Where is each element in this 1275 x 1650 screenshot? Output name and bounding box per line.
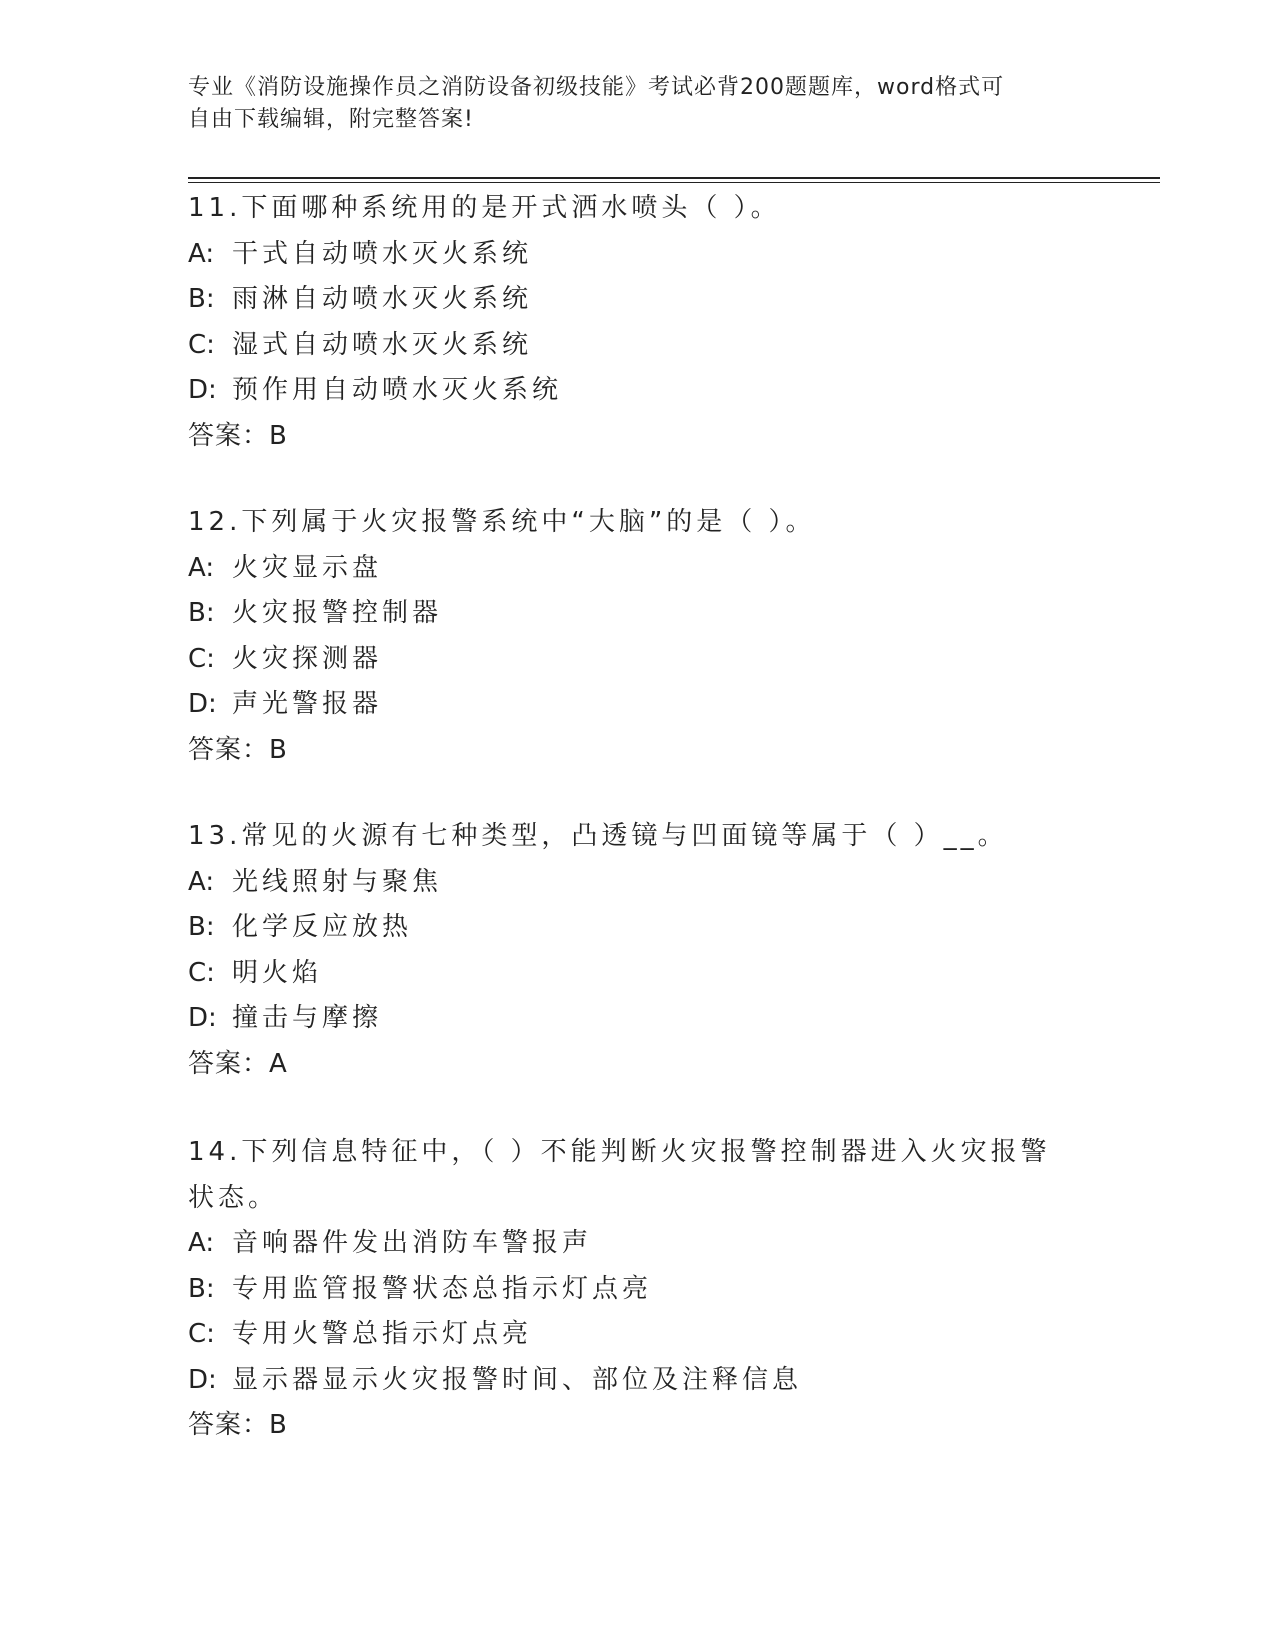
option-text: 音响器件发出消防车警报声	[232, 1228, 593, 1258]
option-text: 火灾报警控制器	[232, 598, 443, 628]
option-a	[188, 546, 1088, 592]
question-block	[188, 186, 1088, 459]
option-text: 火灾显示盘	[232, 552, 383, 583]
question-stem: 12.下列属于火灾报警系统中“大脑”的是（ ）。	[188, 507, 816, 537]
option-label: B:	[188, 912, 215, 942]
option-text: 预作用自动喷水灭火系统	[232, 375, 563, 405]
option-label: B:	[188, 1273, 215, 1304]
option-label: D:	[188, 375, 217, 405]
option-label: C:	[188, 329, 215, 360]
option-label: C:	[188, 1319, 215, 1349]
option-label: D:	[188, 1003, 217, 1033]
option-text: 声光警报器	[232, 689, 383, 719]
option-a	[188, 232, 1088, 278]
option-label: D:	[188, 689, 217, 719]
option-label: A:	[188, 1228, 215, 1258]
question-block	[188, 500, 1088, 773]
option-d	[188, 996, 1088, 1042]
question-stem: 11.下面哪种系统用的是开式洒水喷头（ ）。	[188, 193, 781, 223]
option-text: 专用火警总指示灯点亮	[232, 1319, 533, 1349]
option-label: A:	[188, 238, 215, 269]
option-label: B:	[188, 598, 215, 628]
option-text: 明火焰	[232, 957, 323, 988]
option-label: A:	[188, 866, 215, 897]
option-d	[188, 682, 1088, 728]
option-b	[188, 905, 1088, 951]
option-label: B:	[188, 284, 215, 314]
option-d	[188, 1358, 1088, 1404]
header-line-2: 自由下载编辑，附完整答案!	[188, 107, 474, 132]
option-text: 雨淋自动喷水灭火系统	[232, 284, 533, 314]
answer-line: 答案：B	[188, 420, 288, 451]
option-text: 专用监管报警状态总指示灯点亮	[232, 1273, 653, 1304]
option-label: C:	[188, 957, 215, 988]
option-text: 撞击与摩擦	[232, 1003, 383, 1033]
option-b	[188, 591, 1088, 637]
option-text: 化学反应放热	[232, 912, 413, 942]
option-text: 火灾探测器	[232, 643, 383, 674]
header-line-1: 专业《消防设施操作员之消防设备初级技能》考试必背200题题库，word格式可	[188, 75, 1005, 100]
option-a	[188, 1221, 1088, 1267]
option-label: A:	[188, 552, 215, 583]
option-b	[188, 277, 1088, 323]
option-c	[188, 637, 1088, 683]
option-c	[188, 951, 1088, 997]
option-b	[188, 1267, 1088, 1313]
question-block	[188, 1130, 1088, 1449]
option-a	[188, 860, 1088, 906]
header-divider-thin	[188, 182, 1160, 183]
document-header	[188, 72, 1068, 136]
option-text: 干式自动喷水灭火系统	[232, 238, 533, 269]
option-text: 光线照射与聚焦	[232, 866, 443, 897]
option-c	[188, 1312, 1088, 1358]
question-stem: 13.常见的火源有七种类型，凸透镜与凹面镜等属于（ ）__。	[188, 821, 1008, 851]
question-block	[188, 814, 1088, 1087]
question-stem: 14.下列信息特征中，（ ）不能判断火灾报警控制器进入火灾报警状态。	[188, 1137, 1051, 1213]
option-label: D:	[188, 1364, 217, 1395]
answer-line: 答案：B	[188, 1410, 288, 1440]
option-text: 显示器显示火灾报警时间、部位及注释信息	[232, 1364, 803, 1395]
answer-line: 答案：B	[188, 734, 288, 765]
header-divider-thick	[188, 177, 1160, 179]
option-c	[188, 323, 1088, 369]
option-label: C:	[188, 643, 215, 674]
option-text: 湿式自动喷水灭火系统	[232, 329, 533, 360]
answer-line: 答案：A	[188, 1048, 288, 1079]
option-d	[188, 368, 1088, 414]
